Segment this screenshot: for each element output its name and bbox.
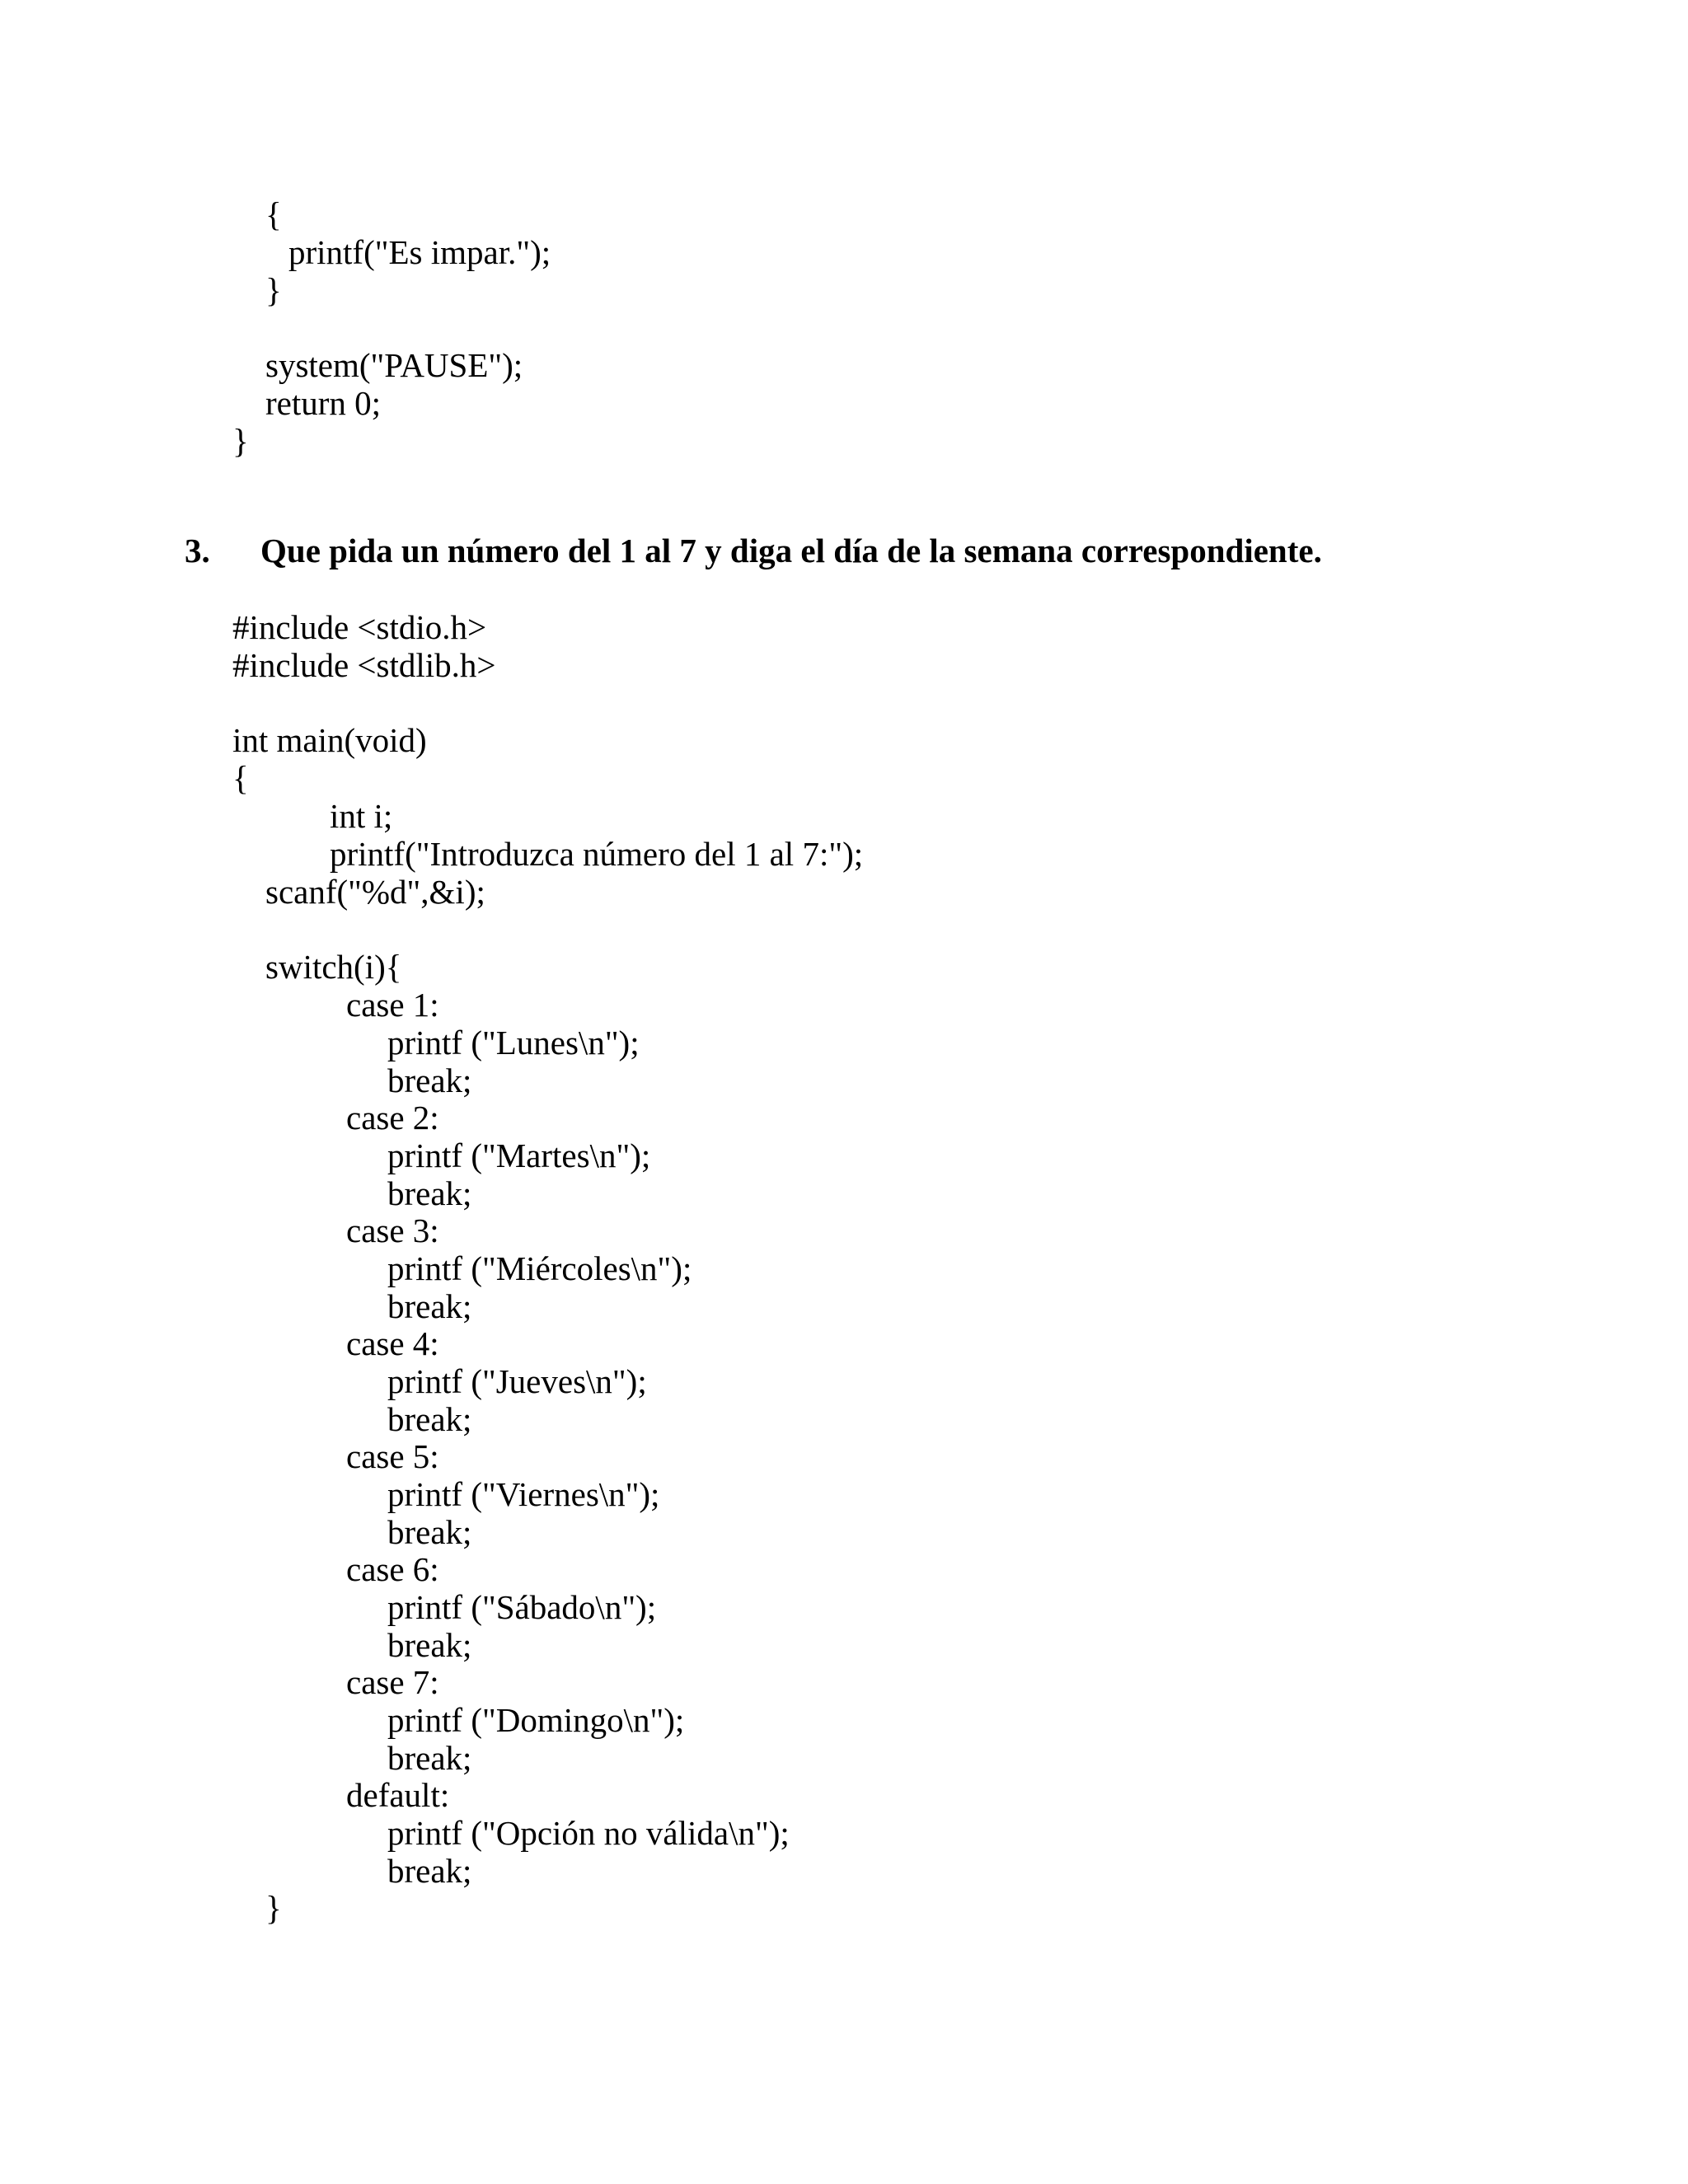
code-line-switch-close: }	[265, 1889, 282, 1927]
code-line-case-3-printf: printf ("Miércoles\n");	[387, 1249, 692, 1287]
code-line-case-1-break: break;	[387, 1062, 472, 1099]
code-line-main-signature: int main(void)	[232, 721, 427, 759]
code-line-case-4: case 4:	[346, 1324, 439, 1362]
exercise-title: Que pida un número del 1 al 7 y diga el día de la semana correspondiente.	[260, 532, 1322, 569]
code-line-default-break: break;	[387, 1852, 472, 1890]
code-line-case-4-break: break;	[387, 1400, 472, 1438]
code-line-include-stdlib: #include <stdlib.h>	[232, 646, 496, 684]
code-line-case-2: case 2:	[346, 1099, 439, 1137]
code-line-close-brace: }	[265, 271, 282, 309]
code-line-main-close: }	[232, 422, 249, 460]
code-line-case-6-printf: printf ("Sábado\n");	[387, 1588, 657, 1626]
code-line-open-brace: {	[265, 195, 282, 233]
code-line-default-printf: printf ("Opción no válida\n");	[387, 1814, 790, 1852]
code-line-scanf: scanf("%d",&i);	[265, 873, 485, 911]
code-line-case-1-printf: printf ("Lunes\n");	[387, 1024, 640, 1062]
code-line-case-3-break: break;	[387, 1287, 472, 1325]
code-line-case-2-break: break;	[387, 1174, 472, 1212]
code-line-include-stdio: #include <stdio.h>	[232, 608, 487, 646]
code-line-case-3: case 3:	[346, 1212, 439, 1249]
code-line-case-6: case 6:	[346, 1550, 439, 1588]
code-line-case-1: case 1:	[346, 986, 439, 1024]
code-line-case-5-break: break;	[387, 1513, 472, 1551]
code-line-printf-prompt: printf("Introduzca número del 1 al 7:");	[330, 835, 864, 873]
code-line-declare-i: int i;	[330, 797, 393, 835]
code-line-case-5: case 5:	[346, 1437, 439, 1475]
code-line-case-7: case 7:	[346, 1663, 439, 1701]
code-line-switch-open: switch(i){	[265, 948, 402, 986]
code-line-case-5-printf: printf ("Viernes\n");	[387, 1475, 660, 1513]
exercise-number: 3.	[185, 532, 210, 569]
code-line-case-6-break: break;	[387, 1626, 472, 1664]
code-line-system-pause: system("PAUSE");	[265, 346, 523, 384]
code-line-printf-impar: printf("Es impar.");	[288, 233, 551, 271]
code-line-case-4-printf: printf ("Jueves\n");	[387, 1362, 647, 1400]
code-line-return-zero: return 0;	[265, 384, 382, 422]
code-line-case-7-printf: printf ("Domingo\n");	[387, 1701, 685, 1739]
code-line-default: default:	[346, 1776, 450, 1814]
code-line-case-7-break: break;	[387, 1739, 472, 1777]
code-line-main-open: {	[232, 759, 249, 797]
code-line-case-2-printf: printf ("Martes\n");	[387, 1137, 651, 1174]
